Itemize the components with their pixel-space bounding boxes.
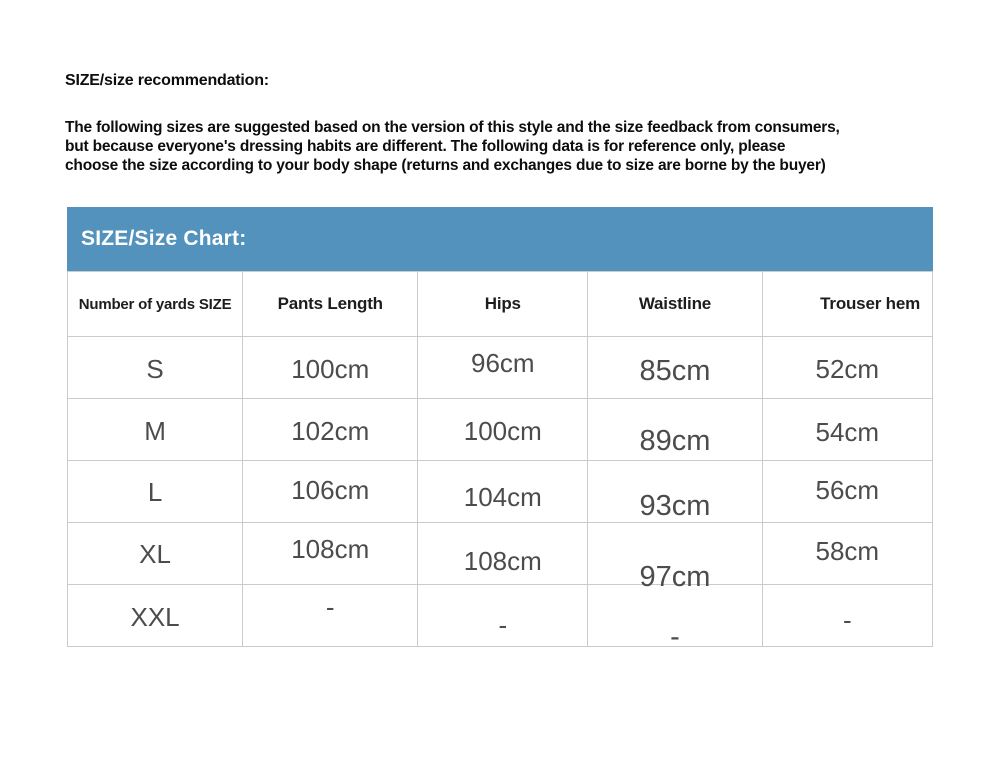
measurement-cell bbox=[418, 585, 588, 647]
cell-value: - bbox=[325, 592, 335, 622]
column-header-trouser-hem: Trouser hem bbox=[762, 272, 932, 337]
cell-value: 106cm bbox=[291, 475, 370, 505]
size-table bbox=[67, 271, 933, 653]
cell-value: 108cm bbox=[291, 534, 370, 564]
size-label-cell bbox=[68, 461, 243, 523]
cell-value: 104cm bbox=[463, 482, 542, 512]
measurement-cell bbox=[762, 585, 932, 647]
table-row-xl bbox=[68, 523, 933, 585]
measurement-cell bbox=[762, 399, 932, 461]
size-chart-title-bar bbox=[67, 207, 933, 271]
size-chart-title: SIZE/Size Chart: bbox=[81, 227, 247, 250]
cell-value: 85cm bbox=[639, 355, 711, 387]
measurement-cell bbox=[588, 523, 762, 593]
measurement-cell bbox=[762, 523, 932, 585]
table-row-xxl bbox=[68, 585, 933, 647]
size-guide-page bbox=[0, 72, 1000, 780]
recommendation-heading: SIZE/size recommendation: bbox=[65, 72, 269, 89]
cell-value: 93cm bbox=[639, 490, 711, 522]
measurement-cell bbox=[418, 399, 588, 461]
cell-value: 100cm bbox=[291, 354, 370, 384]
column-header-number-of-yards-size: Number of yards SIZE bbox=[68, 272, 243, 337]
measurement-cell bbox=[418, 337, 588, 399]
measurement-cell bbox=[243, 337, 418, 399]
size-table-body bbox=[68, 337, 933, 653]
cell-value: 102cm bbox=[291, 416, 370, 446]
table-row-m bbox=[68, 399, 933, 461]
cell-value: 52cm bbox=[815, 354, 880, 384]
measurement-cell bbox=[762, 461, 932, 523]
cell-value: M bbox=[144, 416, 166, 446]
table-row-l bbox=[68, 461, 933, 523]
measurement-cell bbox=[243, 461, 418, 523]
recommendation-text: The following sizes are suggested based on the version of this style and the size feedback from consumers, but because everyone's dressing habits are different. The following data is for reference only, please choose the size according to your body shape (returns and exchanges due to size are borne by the buyer) bbox=[65, 119, 840, 174]
cell-value: 100cm bbox=[463, 416, 542, 446]
size-label-cell bbox=[68, 585, 243, 647]
cell-value: 58cm bbox=[815, 536, 880, 566]
measurement-cell bbox=[418, 461, 588, 523]
cell-value: 97cm bbox=[639, 561, 711, 593]
cell-value: 108cm bbox=[463, 546, 542, 576]
column-header-waistline: Waistline bbox=[588, 272, 762, 337]
cell-value: L bbox=[147, 477, 163, 507]
cell-value: 96cm bbox=[471, 348, 535, 378]
measurement-cell bbox=[418, 523, 588, 585]
column-header-hips: Hips bbox=[418, 272, 588, 337]
size-chart bbox=[67, 207, 933, 653]
cell-value: XL bbox=[139, 539, 171, 569]
size-table-header-row bbox=[68, 272, 933, 337]
cell-value: - bbox=[670, 621, 680, 653]
measurement-cell bbox=[588, 399, 762, 461]
measurement-cell bbox=[588, 337, 762, 399]
table-row-s bbox=[68, 337, 933, 399]
measurement-cell bbox=[243, 585, 418, 647]
measurement-cell bbox=[243, 399, 418, 461]
size-label-cell bbox=[68, 523, 243, 585]
column-header-pants-length: Pants Length bbox=[243, 272, 418, 337]
measurement-cell bbox=[243, 523, 418, 585]
measurement-cell bbox=[588, 461, 762, 523]
cell-value: 56cm bbox=[815, 475, 880, 505]
cell-value: 54cm bbox=[815, 417, 880, 447]
cell-value: S bbox=[146, 354, 164, 384]
size-label-cell bbox=[68, 337, 243, 399]
cell-value: - bbox=[842, 605, 852, 635]
cell-value: XXL bbox=[130, 602, 180, 632]
cell-value: - bbox=[498, 610, 508, 640]
size-label-cell bbox=[68, 399, 243, 461]
cell-value: 89cm bbox=[639, 425, 711, 457]
measurement-cell bbox=[762, 337, 932, 399]
